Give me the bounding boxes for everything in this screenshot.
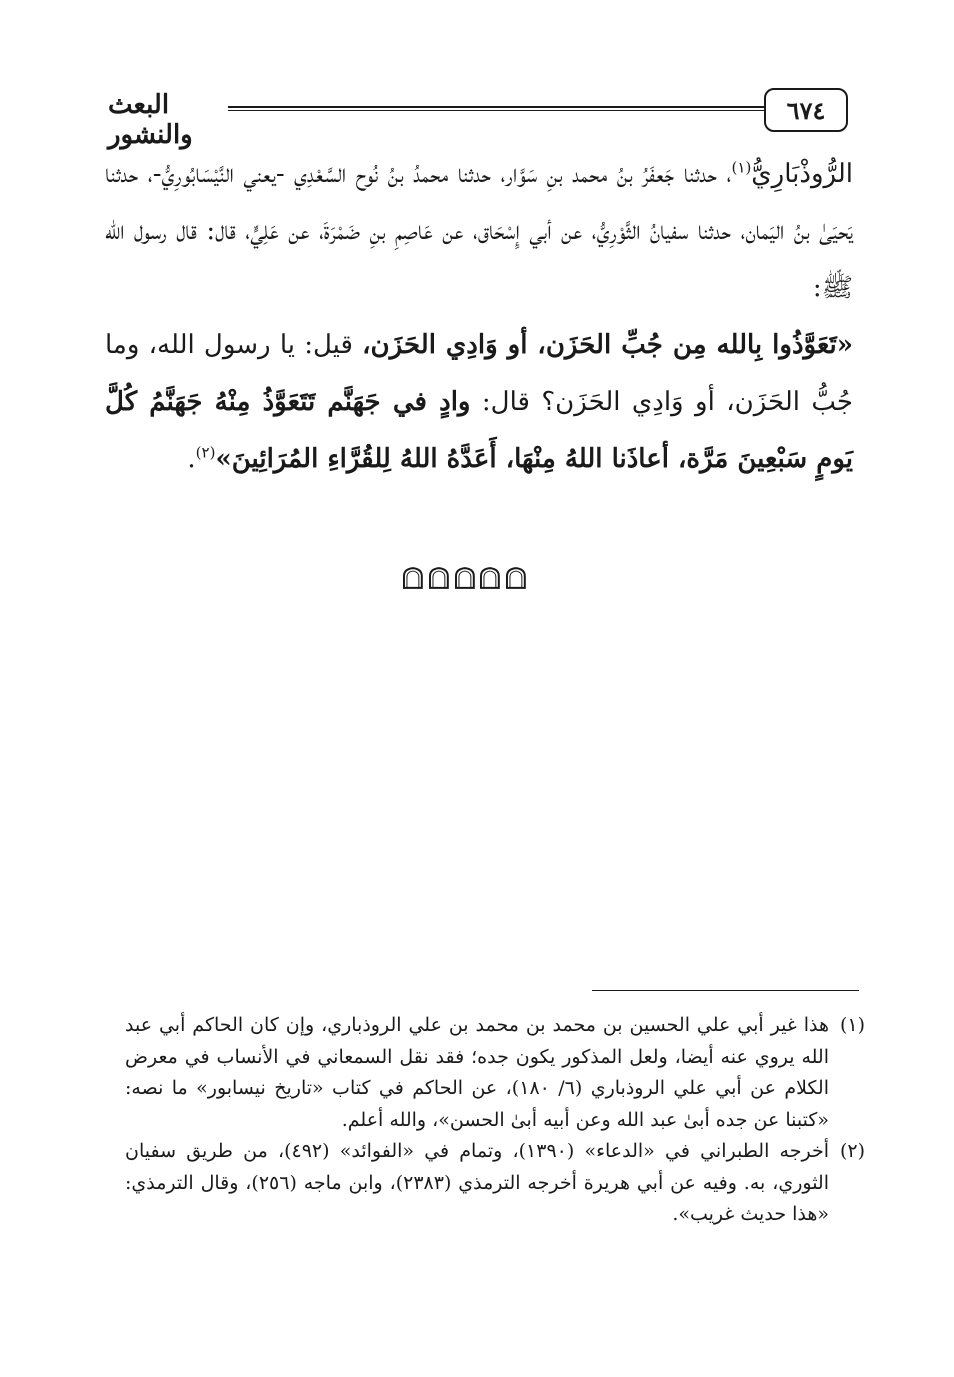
main-text-part-1a: الرُّوذْبَارِيُّ	[751, 159, 853, 189]
arch-ornament-icon	[402, 566, 424, 590]
hadith-text-a: «تَعَوَّذُوا بِالله مِن جُبِّ الحَزَن، أو وَادِي الحَزَن،	[362, 330, 854, 360]
main-text-part-1b: ، حدثنا جَعفَرُ بنُ محمد بنِ سَوَّار، حدثنا محمدُ بنُ نُوح السَّعْدِي -يعني النَّيْسَابُورِيُّ-، حدثنا يَحيَىٰ بنُ اليَمان، حدثنا سفيانُ الثَّوْرِيُّ، عن أبي إِسْحَاق، عن عَاصِمِ بنِ ضَمْرَةَ، عن عَلِيٍّ، قال: قال رسول الله ﷺ:	[105, 159, 853, 303]
hadith-text-c: وادٍ في جَهَنَّم تَتَعَوَّذُ مِنْهُ جَهَنَّمُ كُلَّ يَومٍ سَبْعِينَ مَرَّة، أعاذَنا اللهُ مِنْهَا، أَعَدَّهُ اللهُ لِلقُرَّاءِ المُرَائِينَ»	[105, 387, 853, 474]
book-title: البعث والنشور	[108, 90, 193, 150]
hadith-end: .	[187, 444, 196, 474]
footnote-text: هذا غير أبي علي الحسين بن محمد بن محمد بن علي الروذباري، وإن كان الحاكم أبي عبد الله يروي عنه أيضا، ولعل المذكور يكون جده؛ فقد نقل السمعاني في الأنساب في معرض الكلام عن أبي علي الروذباري (٦/ ١٨٠)، عن الحاكم في كتاب «تاريخ نيسابور» ما نصه: «كتبنا عن جده أبىٰ عبد الله وعن أبيه أبىٰ الحسن»، والله أعلم.	[125, 1014, 829, 1131]
hadith-narration: قيل: يا رسول الله، وما جُبُّ الحَزَن، أو وَادِي الحَزَن؟ قال:	[105, 330, 853, 417]
main-paragraph	[105, 146, 853, 317]
footnote-text: أخرجه الطبراني في «الدعاء» (١٣٩٠)، وتمام في «الفوائد» (٤٩٢)، من طريق سفيان الثوري، به. وفيه عن أبي هريرة أخرجه الترمذي (٢٣٨٣)، وابن ماجه (٢٥٦)، وقال الترمذي: «هذا حديث غريب».	[125, 1140, 829, 1225]
footnote-ref-2: (٢)	[195, 443, 216, 462]
footnote-1	[125, 1010, 865, 1136]
hadith-paragraph	[105, 317, 853, 488]
footnote-number: (١)	[839, 1014, 865, 1036]
main-text	[105, 146, 853, 488]
arch-ornament-icon	[505, 566, 527, 590]
footnote-2	[125, 1136, 865, 1231]
page-header	[108, 88, 848, 150]
arch-ornament-icon	[428, 566, 450, 590]
footnote-separator	[592, 990, 859, 991]
page-number: ٦٧٤	[764, 88, 848, 132]
arch-ornament-icon	[454, 566, 476, 590]
footnotes	[125, 1010, 865, 1231]
footnote-ref-1: (١)	[731, 158, 752, 177]
header-rule	[228, 106, 764, 111]
footnote-number: (٢)	[839, 1140, 865, 1162]
section-end-ornament	[402, 566, 527, 592]
arch-ornament-icon	[479, 566, 501, 590]
